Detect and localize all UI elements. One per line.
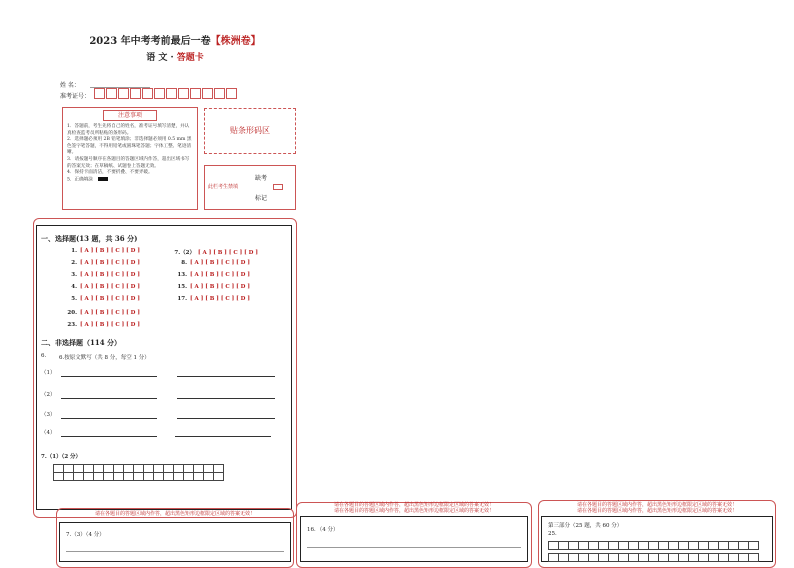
- mc-row[interactable]: 4. [ A ] [ B ] [ C ] [ D ]: [71, 284, 140, 290]
- page-subtitle: [0, 50, 350, 63]
- section1-title: 一、选择题(13 题，共 36 分): [41, 234, 138, 243]
- mc-row[interactable]: 13. [ A ] [ B ] [ C ] [ D ]: [177, 272, 250, 278]
- answer-line[interactable]: [175, 436, 271, 437]
- absent-line2: 标记: [255, 195, 268, 202]
- answer-line[interactable]: [61, 436, 157, 437]
- page-title: [0, 32, 350, 47]
- section2-title: 二、非选择题（114 分）: [41, 338, 122, 347]
- absent-prefix: 此栏考生禁填: [208, 184, 239, 190]
- name-label: 姓 名：: [60, 82, 80, 89]
- blank-label: （4）: [41, 430, 56, 436]
- notice-item: 3．请按题号顺序在各题目的答题区域内作答，超出区域书写的答案无效；在草稿纸、试题卷上答题无效。: [67, 156, 190, 169]
- notice-item: 5．正确填涂: [67, 177, 93, 183]
- title-bracket: 【株洲卷】: [210, 36, 261, 47]
- q16-label: 16．（4 分）: [307, 527, 339, 533]
- answer-area-main: [36, 225, 292, 510]
- answer-line[interactable]: [61, 398, 157, 399]
- mc-row[interactable]: 15. [ A ] [ B ] [ C ] [ D ]: [177, 284, 250, 290]
- absent-checkbox[interactable]: [273, 184, 283, 190]
- filled-mark-icon: [98, 177, 108, 181]
- q6-number: 6.: [41, 353, 47, 359]
- answer-line[interactable]: [61, 418, 157, 419]
- notice-box: [62, 107, 198, 210]
- warning-text: 请在各题目的答题区域内作答，超出黑色矩形边框限定区域的答案无效！: [333, 508, 494, 514]
- answer-line[interactable]: [177, 398, 275, 399]
- writing-grid[interactable]: [548, 541, 758, 550]
- warning-text: 请在各题目的答题区域内作答，超出黑色矩形边框限定区域的答案无效！: [576, 508, 737, 514]
- answer-area-q16[interactable]: [300, 516, 528, 562]
- warning-text: 请在各题目的答题区域内作答，超出黑色矩形边框限定区域的答案无效！: [333, 502, 494, 508]
- warning-text: 请在各题目的答题区域内作答，超出黑色矩形边框限定区域的答案无效！: [576, 502, 737, 508]
- mc-row[interactable]: 3. [ A ] [ B ] [ C ] [ D ]: [71, 272, 140, 278]
- subtitle-red: 答题卡: [176, 53, 204, 63]
- writing-grid[interactable]: [53, 472, 223, 481]
- writing-grid[interactable]: [548, 553, 758, 562]
- answer-line[interactable]: [307, 547, 521, 548]
- mc-row[interactable]: 20. [ A ] [ B ] [ C ] [ D ]: [67, 310, 140, 316]
- exam-id-field[interactable]: [94, 88, 238, 99]
- notice-heading: 注意事项: [103, 110, 157, 121]
- q25-label: 25.: [548, 531, 557, 537]
- answer-line[interactable]: [177, 376, 275, 377]
- mc-row[interactable]: 5. [ A ] [ B ] [ C ] [ D ]: [71, 296, 140, 302]
- warning-text: 请在各题目的答题区域内作答，超出黑色矩形边框限定区域的答案无效！: [60, 511, 290, 517]
- answer-area-part3[interactable]: [541, 516, 773, 562]
- q6-instruction: 6.按原文默写（共 8 分，每空 1 分）: [59, 355, 150, 361]
- blank-label: （1）: [41, 370, 56, 376]
- notice-item: 1．答题前，考生先将自己的姓名，准考证号填写清楚，并认真检查监考员所粘贴的条形码。: [67, 124, 190, 136]
- blank-label: （3）: [41, 412, 56, 418]
- q7-3-label: 7.（3）（4 分）: [66, 532, 105, 538]
- absent-line1: 缺考: [255, 175, 268, 182]
- mc-row[interactable]: 23. [ A ] [ B ] [ C ] [ D ]: [67, 322, 140, 328]
- subtitle-main: 语 文 ·: [146, 53, 177, 63]
- mc-row[interactable]: 17. [ A ] [ B ] [ C ] [ D ]: [177, 296, 250, 302]
- blank-label: （2）: [41, 392, 56, 398]
- mc-row[interactable]: 8. [ A ] [ B ] [ C ] [ D ]: [181, 260, 250, 266]
- q7-label: 7.（1）（2 分）: [41, 454, 82, 460]
- barcode-label: 贴条形码区: [230, 126, 270, 135]
- answer-line[interactable]: [66, 551, 284, 552]
- answer-line[interactable]: [61, 376, 157, 377]
- exam-id-label: 准考证号：: [60, 93, 91, 100]
- mc-row[interactable]: 2. [ A ] [ B ] [ C ] [ D ]: [71, 260, 140, 266]
- mc-row[interactable]: 7.（2） [ A ] [ B ] [ C ] [ D ]: [174, 250, 258, 256]
- title-main: 2023 年中考考前最后一卷: [89, 36, 211, 47]
- mc-row[interactable]: 1. [ A ] [ B ] [ C ] [ D ]: [71, 248, 140, 254]
- part3-title: 第三部分（25 题，共 60 分）: [548, 523, 623, 529]
- notice-item: 2．选择题必须用 2B 铅笔填涂；非选择题必须用 0.5 mm 黑色签字笔答题，不得用铅笔或圆珠笔答题；字体工整、笔迹清晰。: [67, 137, 192, 156]
- barcode-area: [204, 108, 296, 154]
- answer-line[interactable]: [177, 418, 275, 419]
- notice-item: 4．保持卡面清洁，不要折叠、不要弄破。: [67, 170, 153, 176]
- answer-area-q7-3[interactable]: [59, 522, 291, 562]
- absent-box: [204, 165, 296, 210]
